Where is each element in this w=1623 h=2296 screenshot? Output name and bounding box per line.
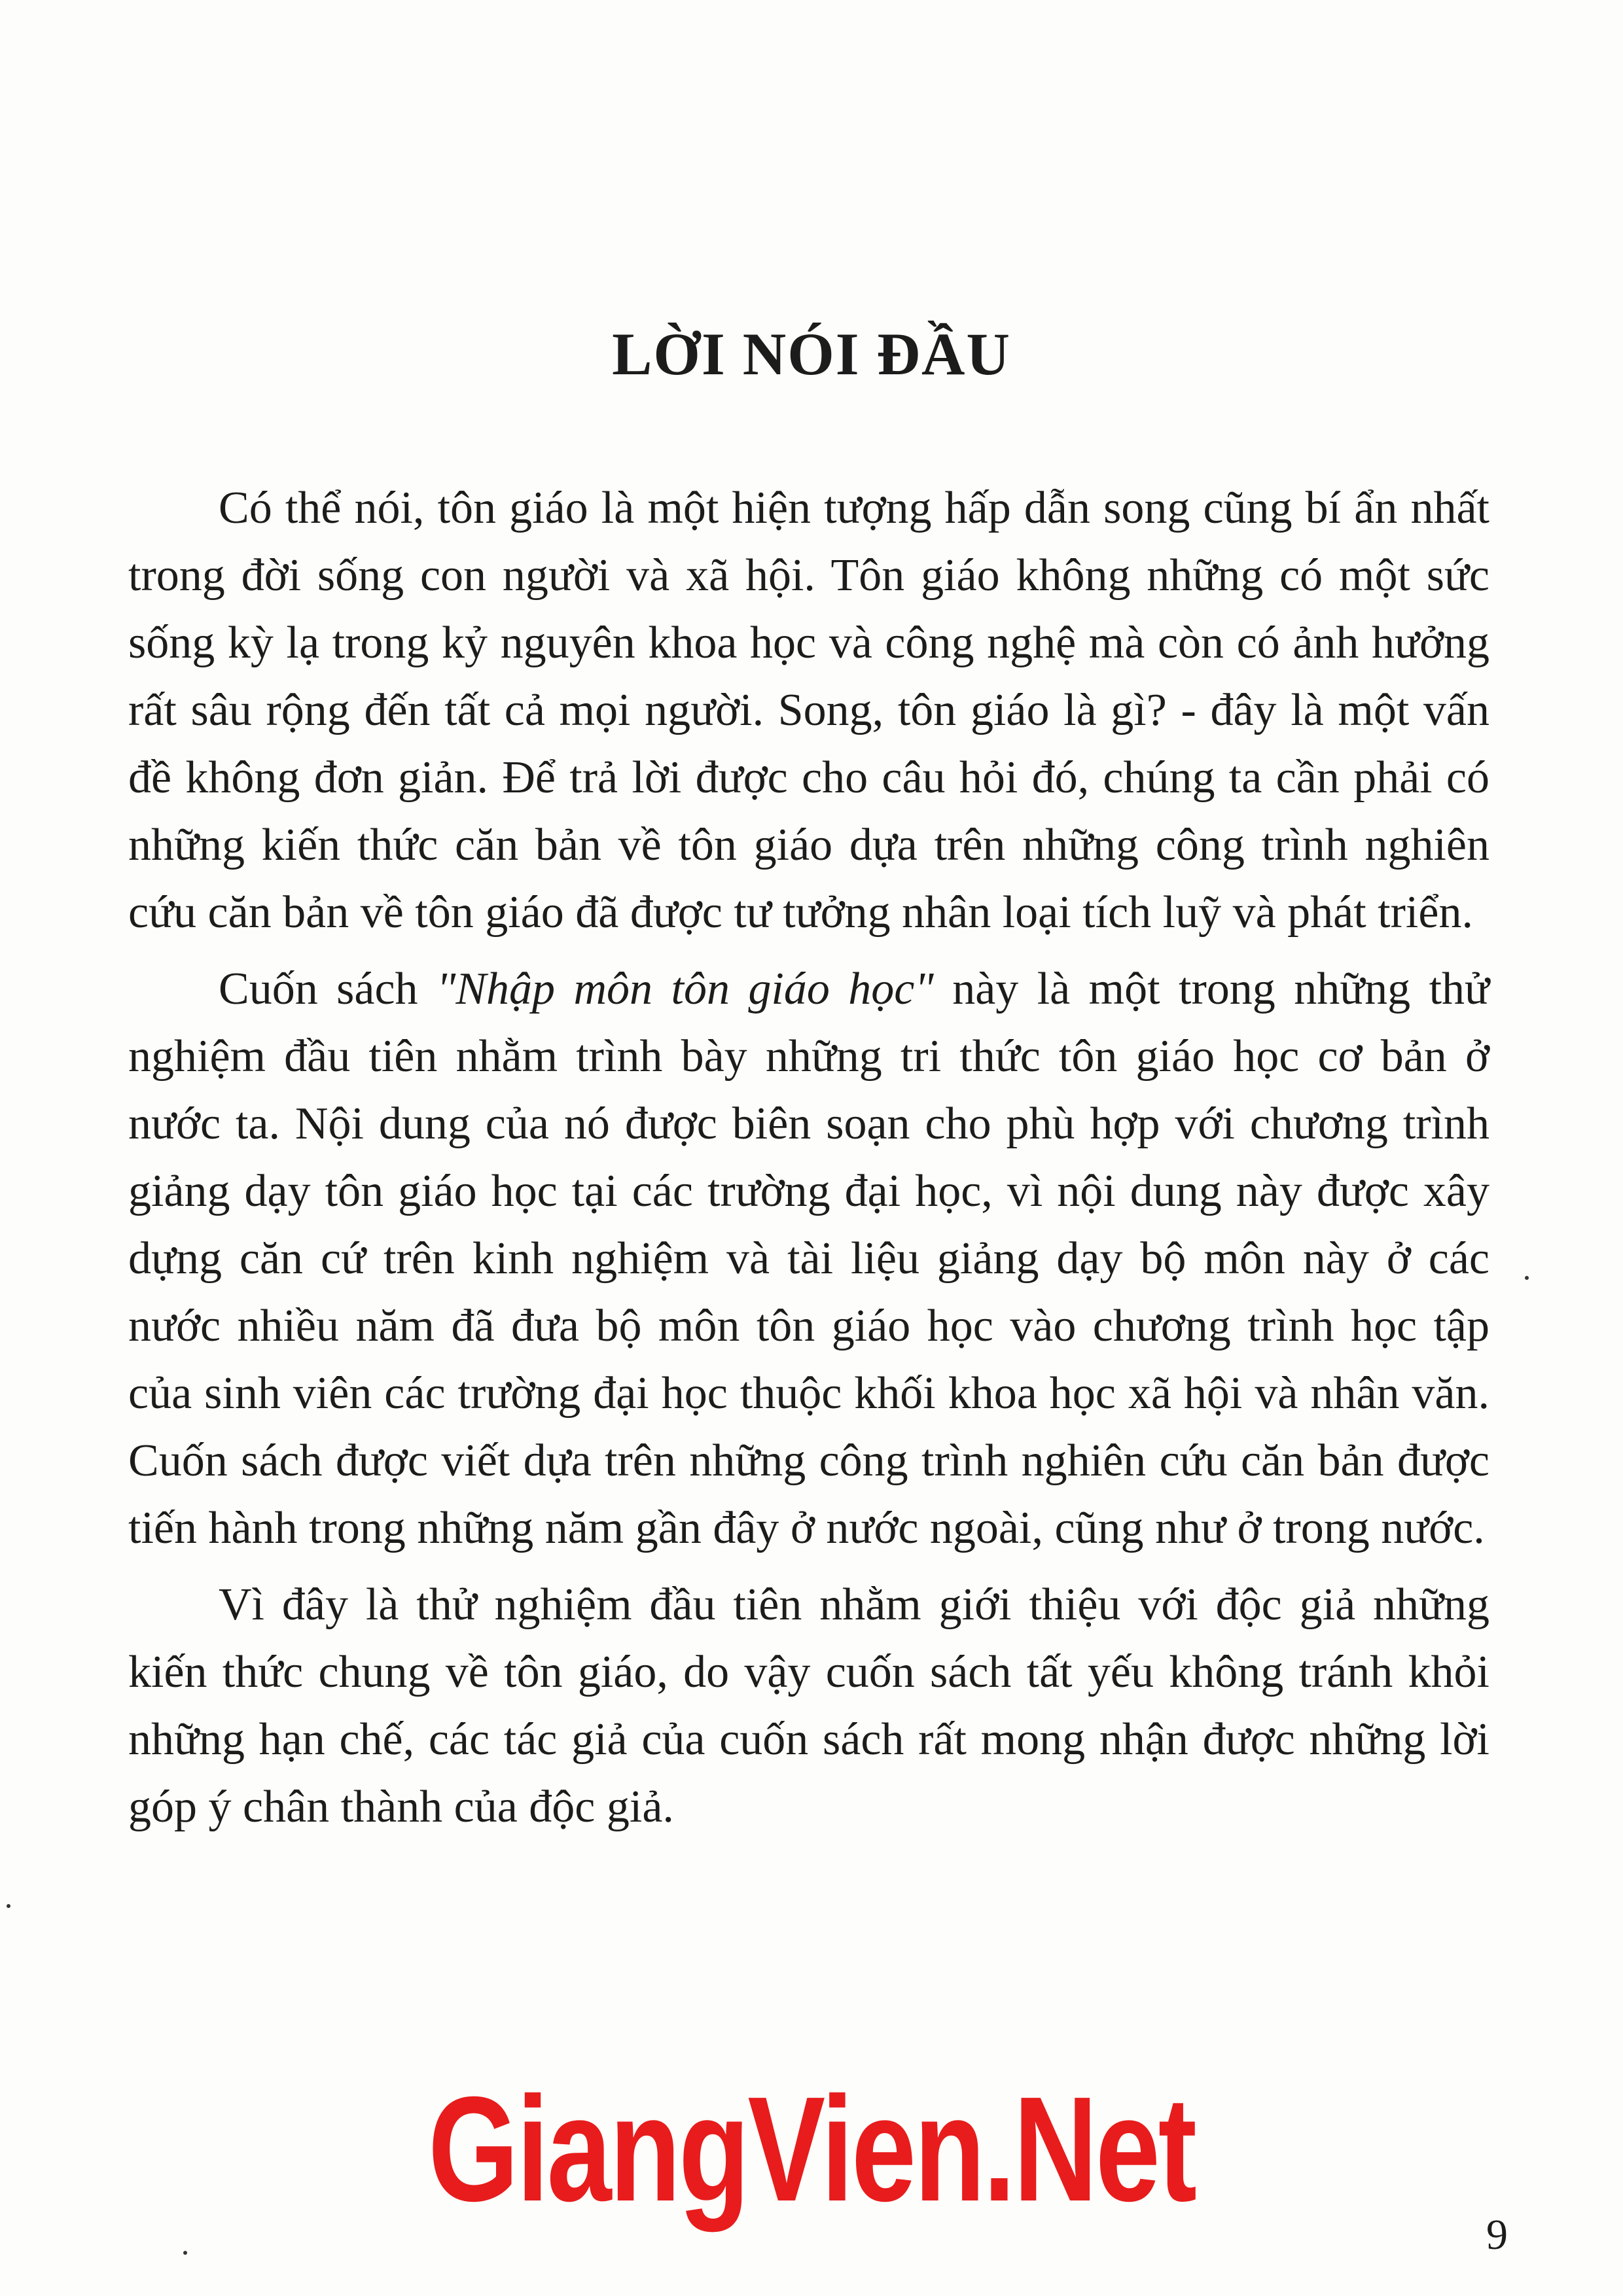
scan-speck — [7, 1904, 10, 1908]
book-title-italic: "Nhập môn tôn giáo học" — [436, 964, 934, 1014]
paragraph-2 — [128, 955, 1489, 1562]
paragraph-2-intro: Cuốn sách — [219, 964, 437, 1014]
page-number: 9 — [1486, 2211, 1508, 2259]
paragraph-3: Vì đây là thử nghiệm đầu tiên nhằm giới thiệu với độc giả những kiến thức chung về tôn giáo, do vậy cuốn sách tất yếu không tránh khỏi những hạn chế, các tác giả của cuốn sách rất mong nhận được những lời góp ý chân thành của độc giả. — [128, 1580, 1489, 1832]
scan-speck — [1525, 1276, 1529, 1280]
scan-speck — [183, 2251, 187, 2255]
paragraph-1: Có thể nói, tôn giáo là một hiện tượng hấp dẫn song cũng bí ẩn nhất trong đời sống con người và xã hội. Tôn giáo không những có một sức sống kỳ lạ trong kỷ nguyên khoa học và công nghệ mà còn có ảnh hưởng rất sâu rộng đến tất cả mọi người. Song, tôn giáo là gì? - đây là một vấn đề không đơn giản. Để trả lời được cho câu hỏi đó, chúng ta cần phải có những kiến thức căn bản về tôn giáo dựa trên những công trình nghiên cứu căn bản về tôn giáo đã được tư tưởng nhân loại tích luỹ và phát triển. — [128, 483, 1489, 938]
page-title: LỜI NÓI ĐẦU — [612, 321, 1011, 387]
watermark-logo: GiangVien.Net — [428, 2066, 1195, 2233]
paragraph-2-rest: này là một trong những thử nghiệm đầu tiên nhằm trình bày những tri thức tôn giáo học cơ bản ở nước ta. Nội dung của nó được biên soạn cho phù hợp với chương trình giảng dạy tôn giáo học tại các trường đại học, vì nội dung này được xây dựng căn cứ trên kinh nghiệm và tài liệu giảng dạy bộ môn này ở các nước nhiều năm đã đưa bộ môn tôn giáo học vào chương trình học tập của sinh viên các trường đại học thuộc khối khoa học xã hội và nhân văn. Cuốn sách được viết dựa trên những công trình nghiên cứu căn bản được tiến hành trong những năm gần đây ở nước ngoài, cũng như ở trong nước. — [128, 964, 1489, 1553]
preface-body — [128, 474, 1489, 1850]
